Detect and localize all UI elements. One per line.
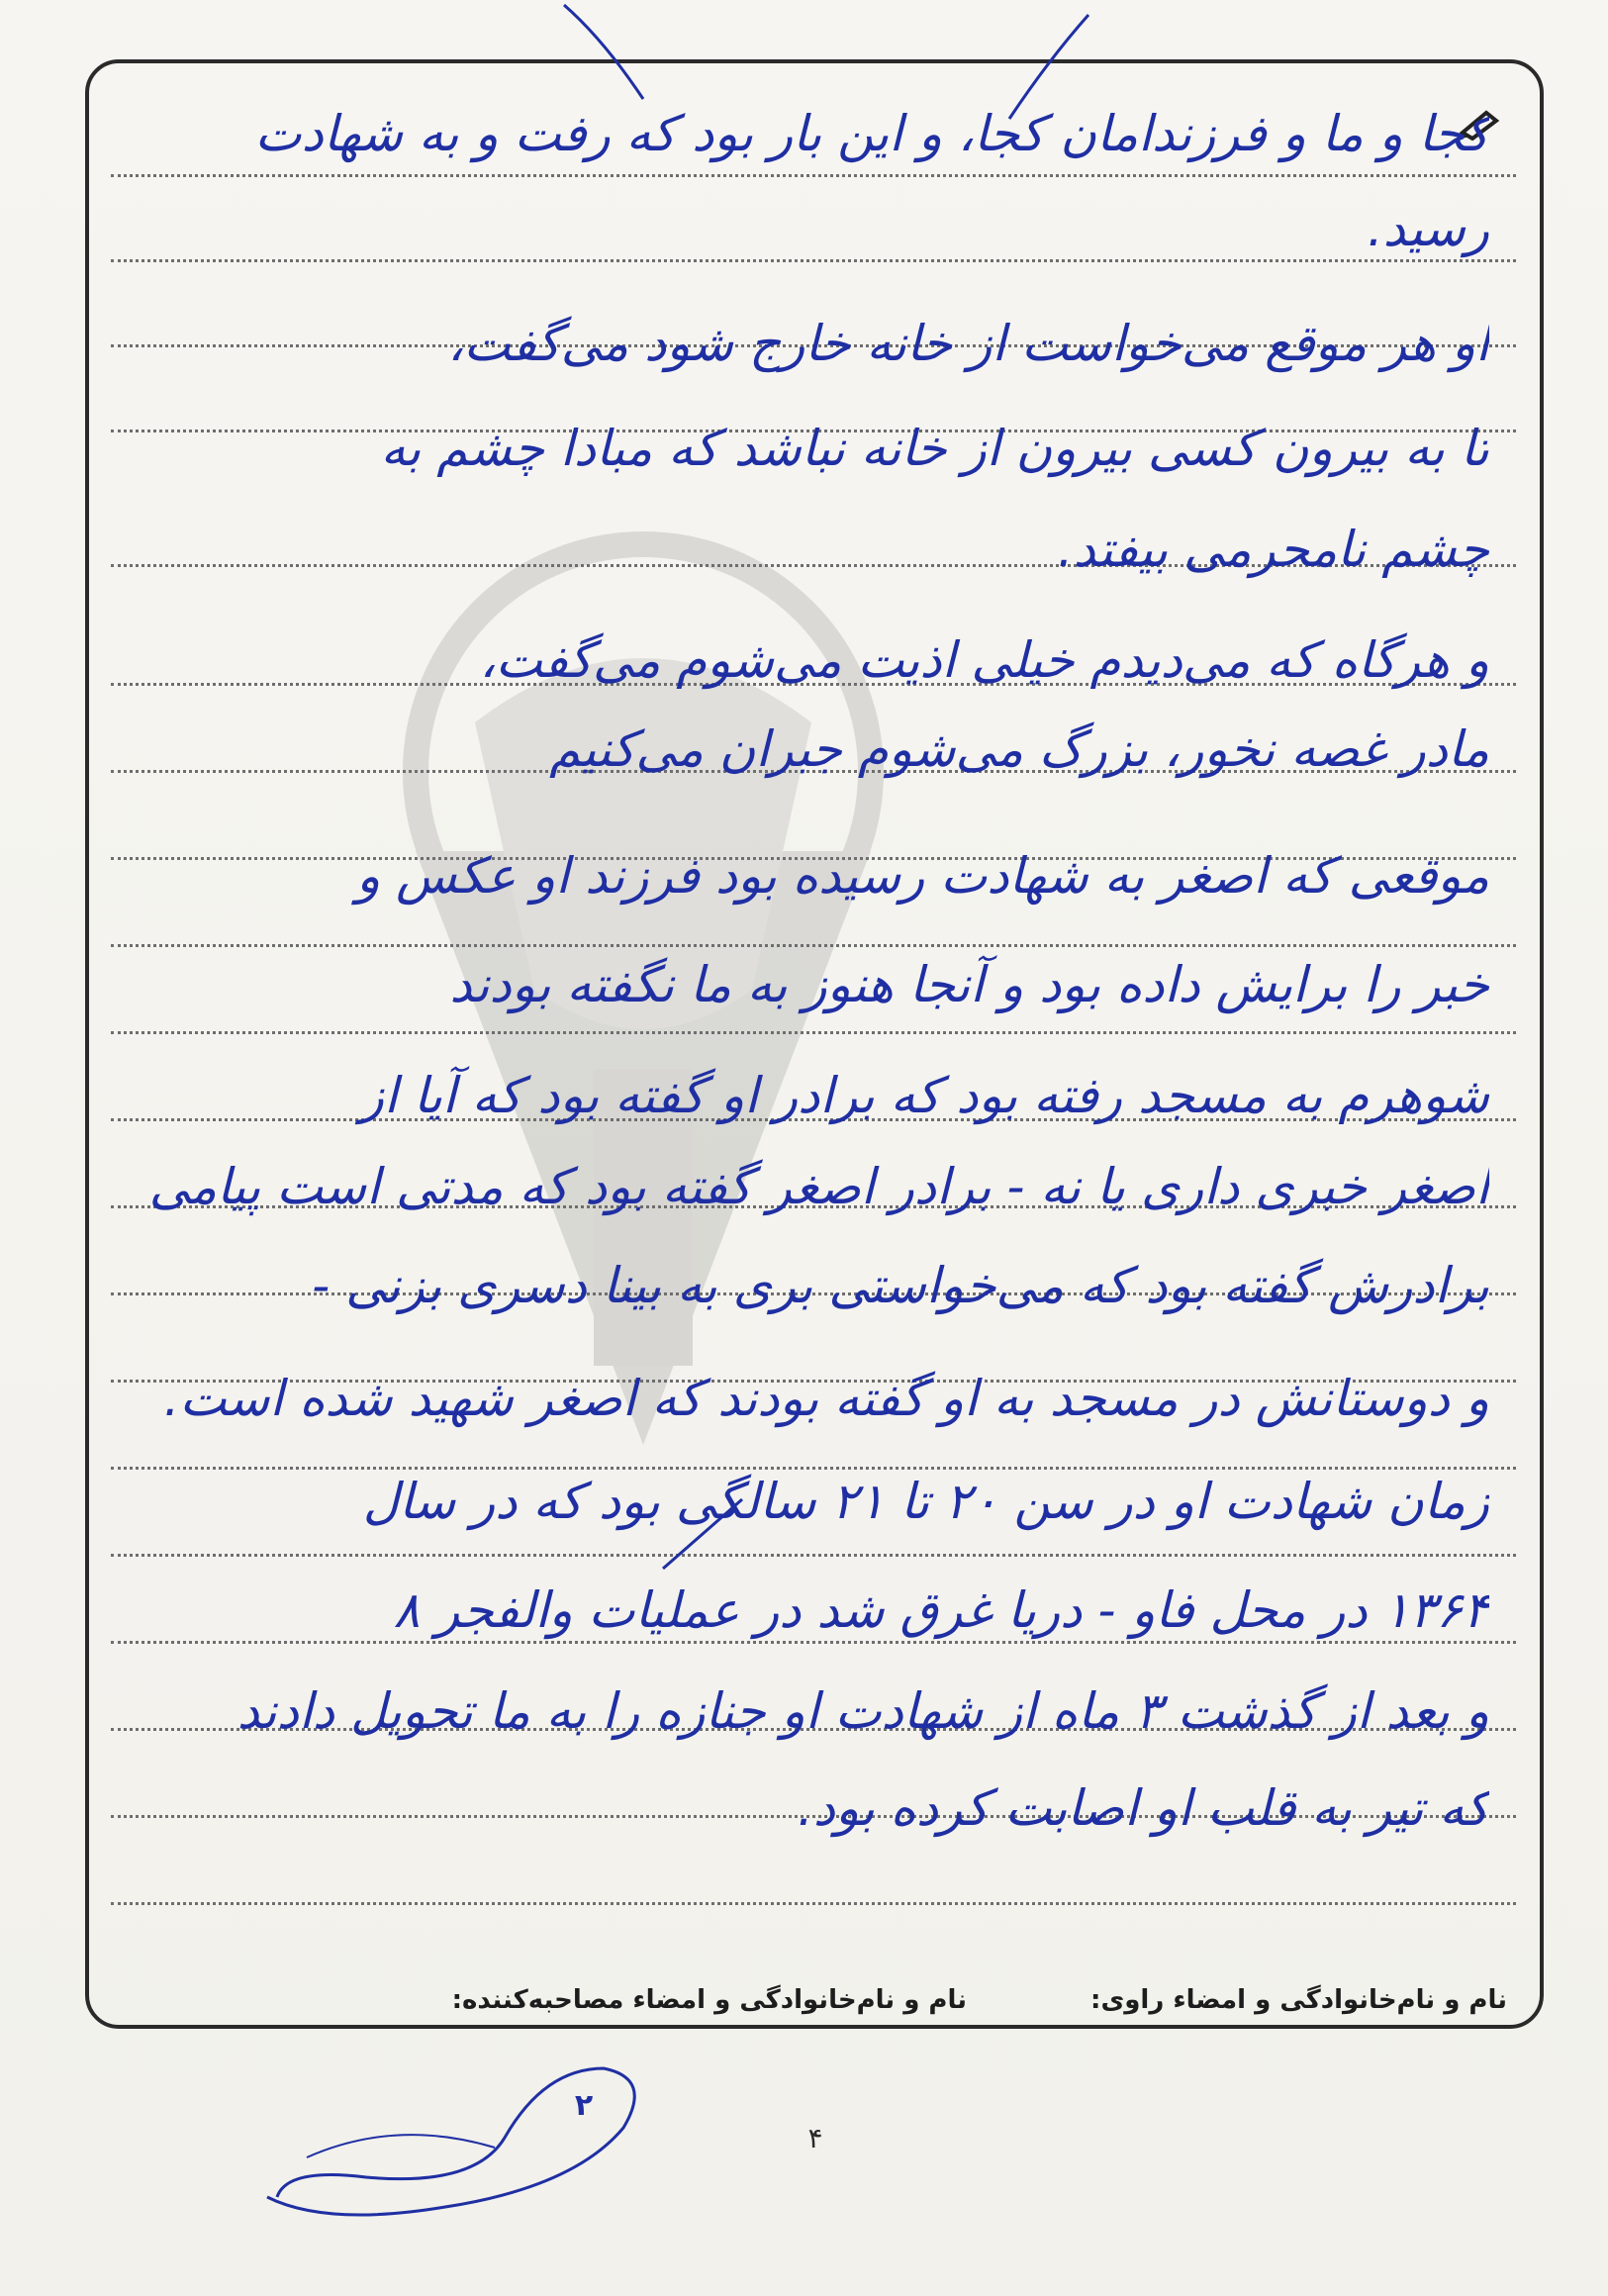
handwritten-line: تا به بیرون کسی بیرون از خانه نباشد که مبادا چشم به xyxy=(380,420,1489,477)
pen-scribble xyxy=(653,1494,752,1574)
handwritten-line: مادر غصه نخور، بزرگ می‌شوم جبران می‌کنیم xyxy=(549,720,1489,778)
handwritten-line: و بعد از گذشت ۳ ماه از شهادت او جنازه را به ما تحویل دادند xyxy=(236,1682,1489,1740)
handwritten-line: موقعی که اصغر به شهادت رسیده بود فرزند او عکس و xyxy=(356,847,1489,905)
writing-rule xyxy=(111,944,1516,947)
handwritten-line: ۱۳۶۴ در محل فاو - دریا غرق شد در عملیات والفجر ۸ xyxy=(393,1581,1489,1639)
narrator-signature-label: نام و نام‌خانوادگی و امضاء راوی: xyxy=(1090,1985,1507,2015)
writing-rule xyxy=(111,1902,1516,1905)
writing-rule xyxy=(111,1554,1516,1557)
pen-scribble xyxy=(990,10,1108,129)
handwritten-line: کجا و ما و فرزندامان کجا، و این بار بود که رفت و به شهادت xyxy=(254,105,1489,162)
handwritten-signature xyxy=(247,2039,693,2237)
handwritten-line: زمان شهادت او در سن ۲۰ تا ۲۱ سالگی بود که در سال xyxy=(362,1473,1489,1530)
handwritten-line: شوهرم به مسجد رفته بود که برادر او گفته بود که آیا از xyxy=(359,1067,1489,1124)
page-number: ۴ xyxy=(807,2122,823,2154)
handwritten-mark: ۲ xyxy=(574,2088,594,2123)
handwritten-line: او هر موقع می‌خواست از خانه خارج شود می‌گفت، xyxy=(447,315,1489,372)
handwritten-line: که تیر به قلب او اصابت کرده بود. xyxy=(797,1779,1489,1837)
handwritten-line: و دوستانش در مسجد به او گفته بودند که اصغر شهید شده است. xyxy=(163,1370,1489,1427)
handwritten-line: چشم نامحرمی بیفتد. xyxy=(1057,521,1489,578)
handwritten-line: رسید. xyxy=(1367,200,1489,257)
handwritten-line: برادرش گفته بود که می‌خواستی بری به بینا دسری بزنی - xyxy=(312,1257,1489,1314)
writing-rule xyxy=(111,174,1516,177)
handwritten-line: خبر را برایش داده بود و آنجا هنوز به ما نگفته بودند xyxy=(449,956,1489,1013)
handwritten-line: اصغر خبری داری یا نه - برادر اصغر گفته بود که مدتی است پیامی xyxy=(148,1158,1489,1215)
pen-scribble xyxy=(554,0,653,109)
writing-rule xyxy=(111,1031,1516,1034)
handwritten-line: و هرگاه که می‌دیدم خیلی اذیت می‌شوم می‌گفت، xyxy=(479,631,1489,689)
interviewer-signature-label: نام و نام‌خانوادگی و امضاء مصاحبه‌کننده: xyxy=(451,1985,967,2015)
